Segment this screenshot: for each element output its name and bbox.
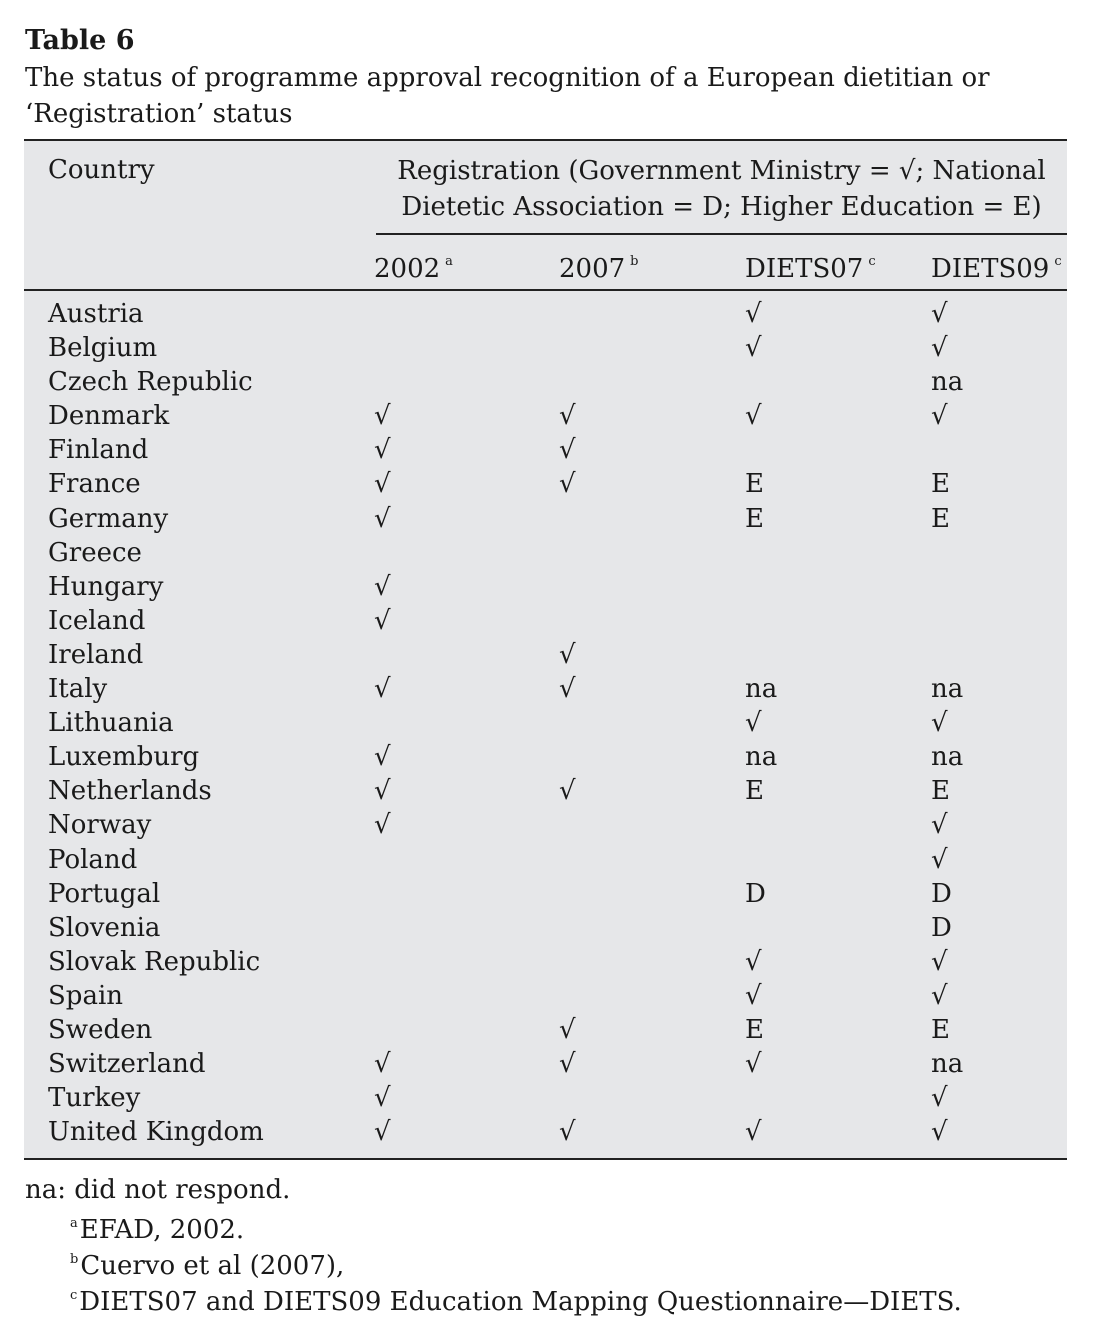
cell-country: Sweden — [48, 1014, 153, 1045]
column-header-2002: 2002 $^a$ — [374, 254, 453, 284]
cell-2007: √ — [559, 674, 576, 705]
table-row — [24, 672, 1067, 706]
cell-diets09: √ — [931, 946, 948, 977]
cell-diets07: E — [745, 1014, 764, 1045]
cell-diets09: D — [931, 912, 952, 943]
table-row — [24, 843, 1067, 877]
cell-diets09: √ — [931, 844, 948, 875]
cell-diets09: na — [931, 742, 964, 773]
cell-country: Italy — [48, 674, 108, 705]
cell-2007: √ — [559, 435, 576, 466]
table-row — [24, 331, 1067, 365]
cell-diets09: √ — [931, 708, 948, 739]
note-na: na: did not respond. — [25, 1175, 291, 1205]
cell-diets07: √ — [745, 333, 762, 364]
body-divider — [24, 289, 1067, 291]
table-row — [24, 808, 1067, 842]
table-row — [24, 1115, 1067, 1149]
table-row — [24, 1047, 1067, 1081]
cell-country: Ireland — [48, 639, 144, 670]
cell-diets09: √ — [931, 810, 948, 841]
table-row — [24, 638, 1067, 672]
cell-diets09: √ — [931, 401, 948, 432]
table-body — [24, 297, 1067, 1149]
cell-2002: √ — [374, 1117, 391, 1148]
column-header-diets07: DIETS07 $^c$ — [745, 254, 876, 284]
header-registration-group: Registration (Government Ministry = √; National Dietetic Association = D; Higher Education = E) — [397, 156, 1046, 222]
table-row — [24, 536, 1067, 570]
cell-country: Lithuania — [48, 708, 174, 739]
table-title: Table 6 — [25, 25, 135, 56]
cell-diets07: √ — [745, 708, 762, 739]
cell-2002: √ — [374, 810, 391, 841]
cell-diets09: E — [931, 503, 950, 534]
table-row — [24, 604, 1067, 638]
table-row — [24, 979, 1067, 1013]
table-row — [24, 502, 1067, 536]
cell-country: Finland — [48, 435, 149, 466]
table-row — [24, 911, 1067, 945]
cell-diets07: √ — [745, 401, 762, 432]
table-caption: The status of programme approval recognition of a European dietitian or ‘Registration’ status — [25, 63, 990, 129]
cell-2007: √ — [559, 776, 576, 807]
cell-diets07: √ — [745, 1049, 762, 1080]
table-row — [24, 399, 1067, 433]
cell-2007: √ — [559, 1049, 576, 1080]
cell-country: Denmark — [48, 401, 170, 432]
header-country: Country — [48, 155, 155, 185]
cell-country: Czech Republic — [48, 367, 253, 398]
cell-country: Spain — [48, 980, 124, 1011]
cell-diets07: D — [745, 878, 766, 909]
cell-country: Slovak Republic — [48, 946, 261, 977]
cell-diets07: √ — [745, 1117, 762, 1148]
table-row — [24, 433, 1067, 467]
cell-country: Poland — [48, 844, 138, 875]
cell-2002: √ — [374, 469, 391, 500]
cell-diets09: √ — [931, 980, 948, 1011]
cell-diets09: √ — [931, 333, 948, 364]
cell-diets09: E — [931, 776, 950, 807]
cell-diets09: na — [931, 674, 964, 705]
cell-diets07: na — [745, 742, 778, 773]
cell-2002: √ — [374, 776, 391, 807]
cell-diets09: E — [931, 469, 950, 500]
cell-country: Turkey — [48, 1083, 141, 1114]
cell-diets07: √ — [745, 980, 762, 1011]
cell-2002: √ — [374, 605, 391, 636]
cell-diets09: √ — [931, 299, 948, 329]
cell-diets09: na — [931, 367, 964, 398]
cell-country: Switzerland — [48, 1049, 206, 1080]
cell-country: Norway — [48, 810, 152, 841]
column-header-diets09: DIETS09 $^c$ — [931, 254, 1062, 284]
cell-2007: √ — [559, 1014, 576, 1045]
table-row — [24, 1081, 1067, 1115]
footnote-b: $^b$Cuervo et al (2007), — [70, 1251, 345, 1281]
table-row — [24, 365, 1067, 399]
table-row — [24, 945, 1067, 979]
cell-country: France — [48, 469, 141, 500]
cell-country: Austria — [48, 299, 144, 329]
cell-2002: √ — [374, 1083, 391, 1114]
cell-diets07: E — [745, 469, 764, 500]
cell-diets07: E — [745, 503, 764, 534]
cell-2002: √ — [374, 435, 391, 466]
cell-diets09: E — [931, 1014, 950, 1045]
cell-2002: √ — [374, 401, 391, 432]
cell-diets09: √ — [931, 1117, 948, 1148]
cell-country: Netherlands — [48, 776, 212, 807]
cell-diets07: na — [745, 674, 778, 705]
cell-2002: √ — [374, 503, 391, 534]
cell-country: Portugal — [48, 878, 161, 909]
cell-country: Germany — [48, 503, 169, 534]
footnote-a: $^a$EFAD, 2002. — [70, 1215, 245, 1245]
cell-2007: √ — [559, 1117, 576, 1148]
cell-diets07: √ — [745, 299, 762, 329]
table-row — [24, 297, 1067, 331]
cell-diets09: na — [931, 1049, 964, 1080]
cell-country: Greece — [48, 537, 142, 568]
cell-2002: √ — [374, 1049, 391, 1080]
cell-2007: √ — [559, 639, 576, 670]
table-row — [24, 467, 1067, 501]
cell-diets07: √ — [745, 946, 762, 977]
cell-country: Belgium — [48, 333, 158, 364]
cell-diets09: D — [931, 878, 952, 909]
cell-diets09: √ — [931, 1083, 948, 1114]
cell-country: Slovenia — [48, 912, 161, 943]
cell-diets07: E — [745, 776, 764, 807]
table-row — [24, 1013, 1067, 1047]
cell-country: Iceland — [48, 605, 146, 636]
table-row — [24, 877, 1067, 911]
cell-2002: √ — [374, 571, 391, 602]
cell-country: Luxemburg — [48, 742, 200, 773]
cell-2002: √ — [374, 742, 391, 773]
cell-2007: √ — [559, 401, 576, 432]
table-row — [24, 570, 1067, 604]
table-row — [24, 706, 1067, 740]
column-header-2007: 2007 $^b$ — [559, 254, 639, 284]
footnote-c: $^c$DIETS07 and DIETS09 Education Mapping Questionnaire—DIETS. — [70, 1287, 962, 1317]
cell-country: Hungary — [48, 571, 164, 602]
cell-country: United Kingdom — [48, 1117, 264, 1148]
cell-2002: √ — [374, 674, 391, 705]
cell-2007: √ — [559, 469, 576, 500]
table-row — [24, 774, 1067, 808]
data-table — [24, 139, 1067, 1160]
table-row — [24, 740, 1067, 774]
header-divider — [376, 233, 1067, 235]
